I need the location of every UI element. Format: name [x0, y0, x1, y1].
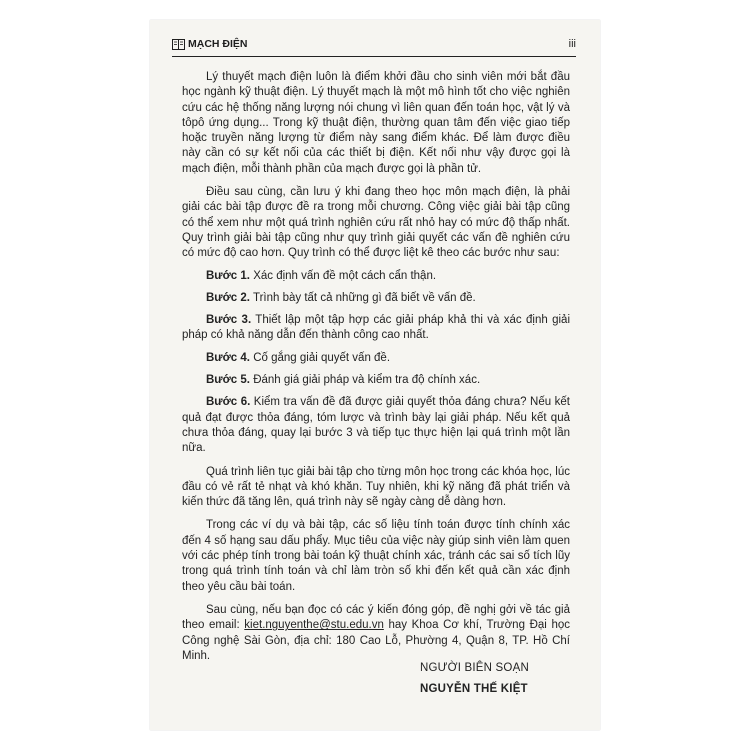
body-text — [182, 70, 570, 664]
paragraph-intro: Lý thuyết mạch điện luôn là điểm khởi đầu cho sinh viên mới bắt đầu học ngành kỹ thuật điện. Lý thuyết mạch là một mô hình tốt cho việc nghiên cứu các hệ thống năng lượng nói chung vì liên quan đến toán học, vật lý và tôpô ứng dụng... Trong kỹ thuật điện, thường quan tâm đến việc giao tiếp hoặc truyền năng lượng từ điểm này sang điểm khác. Để làm được điều này cần có sự kết nối của các thiết bị điện. Kết nối như vậy được gọi là mạch điện, mỗi thành phần của mạch được gọi là phần tử. — [182, 71, 570, 175]
book-icon — [172, 39, 185, 50]
step-text: Cố gắng giải quyết vấn đề. — [250, 351, 391, 364]
step-label: Bước 6. — [206, 396, 251, 409]
header-brand — [172, 38, 248, 50]
step-item — [182, 373, 570, 388]
step-item — [182, 291, 570, 306]
paragraph-exercises: Điều sau cùng, cần lưu ý khi đang theo học môn mạch điện, là phải giải các bài tập được đề ra trong mỗi chương. Công việc giải bài tập cũng có thể xem như một quá trình nghiên cứu rất nhỏ hay có mức độ thấp nhất. Quy trình giải bài tập cũng như quy trình giải quyết các vấn đề nghiên cứu có mức độ cao hơn. Quy trình có thể được liệt kê theo các bước như sau: — [182, 186, 570, 260]
signature-block — [420, 662, 529, 695]
page-header — [172, 36, 576, 57]
step-label: Bước 2. — [206, 291, 250, 304]
signature-role: NGƯỜI BIÊN SOẠN — [420, 662, 529, 674]
contact-text-before: Sau cùng, nếu bạn đọc có các ý kiến đóng góp, đề nghị gởi về tác giả theo email: — [182, 603, 570, 632]
paragraph-precision: Trong các ví dụ và bài tập, các số liệu tính toán được tính chính xác đến 4 số hạng sau dấu phẩy. Mục tiêu của việc này giúp sinh viên làm quen với các phép tính trong bài toán kỹ thuật chính xác, tránh các sai số tích lũy trong quá trình tính toán và chỉ làm tròn số khi đến kết quả cần xác định theo yêu cầu bài toán. — [182, 519, 570, 593]
step-text: Thiết lập một tập hợp các giải pháp khả thi và xác định giải pháp có khả năng dẫn đến thành công cao nhất. — [182, 314, 570, 342]
step-item — [182, 351, 570, 366]
document-page — [150, 20, 600, 730]
paragraph-contact — [182, 603, 570, 664]
page-number: iii — [568, 38, 576, 50]
email-link[interactable]: kiet.nguyenthe@stu.edu.vn — [244, 619, 384, 632]
step-label: Bước 5. — [206, 374, 250, 387]
paragraph-practice: Quá trình liên tục giải bài tập cho từng môn học trong các khóa học, lúc đầu có vẻ rất tẻ nhạt và khó khăn. Tuy nhiên, khi kỹ năng đã phát triển và kiến thức đã tăng lên, quá trình này sẽ ngày càng dễ dàng hơn. — [182, 465, 570, 509]
step-text: Kiểm tra vấn đề đã được giải quyết thỏa đáng chưa? Nếu kết quả đạt được thỏa đáng, tóm lược và trình bày lại giải pháp. Nếu kết quả chưa thỏa đáng, quay lại bước 3 và tiếp tục thực hiện lại quá trình một lần nữa. — [182, 396, 570, 455]
signature-name: NGUYỄN THẾ KIỆT — [420, 683, 528, 695]
step-label: Bước 3. — [206, 314, 252, 327]
step-text: Trình bày tất cả những gì đã biết về vấn đề. — [250, 291, 476, 304]
header-title: MẠCH ĐIỆN — [188, 38, 248, 50]
step-label: Bước 1. — [206, 269, 250, 282]
step-text: Đánh giá giải pháp và kiểm tra độ chính xác. — [250, 374, 481, 387]
step-text: Xác định vấn đề một cách cẩn thận. — [250, 269, 437, 282]
step-item — [182, 269, 570, 284]
step-label: Bước 4. — [206, 351, 250, 364]
step-item — [182, 395, 570, 456]
step-item — [182, 313, 570, 344]
contact-text-after: hay Khoa Cơ khí, Trường Đại học Công nghệ Sài Gòn, địa chỉ: 180 Cao Lỗ, Phường 4, Quận 8, TP. Hồ Chí Minh. — [182, 619, 570, 662]
